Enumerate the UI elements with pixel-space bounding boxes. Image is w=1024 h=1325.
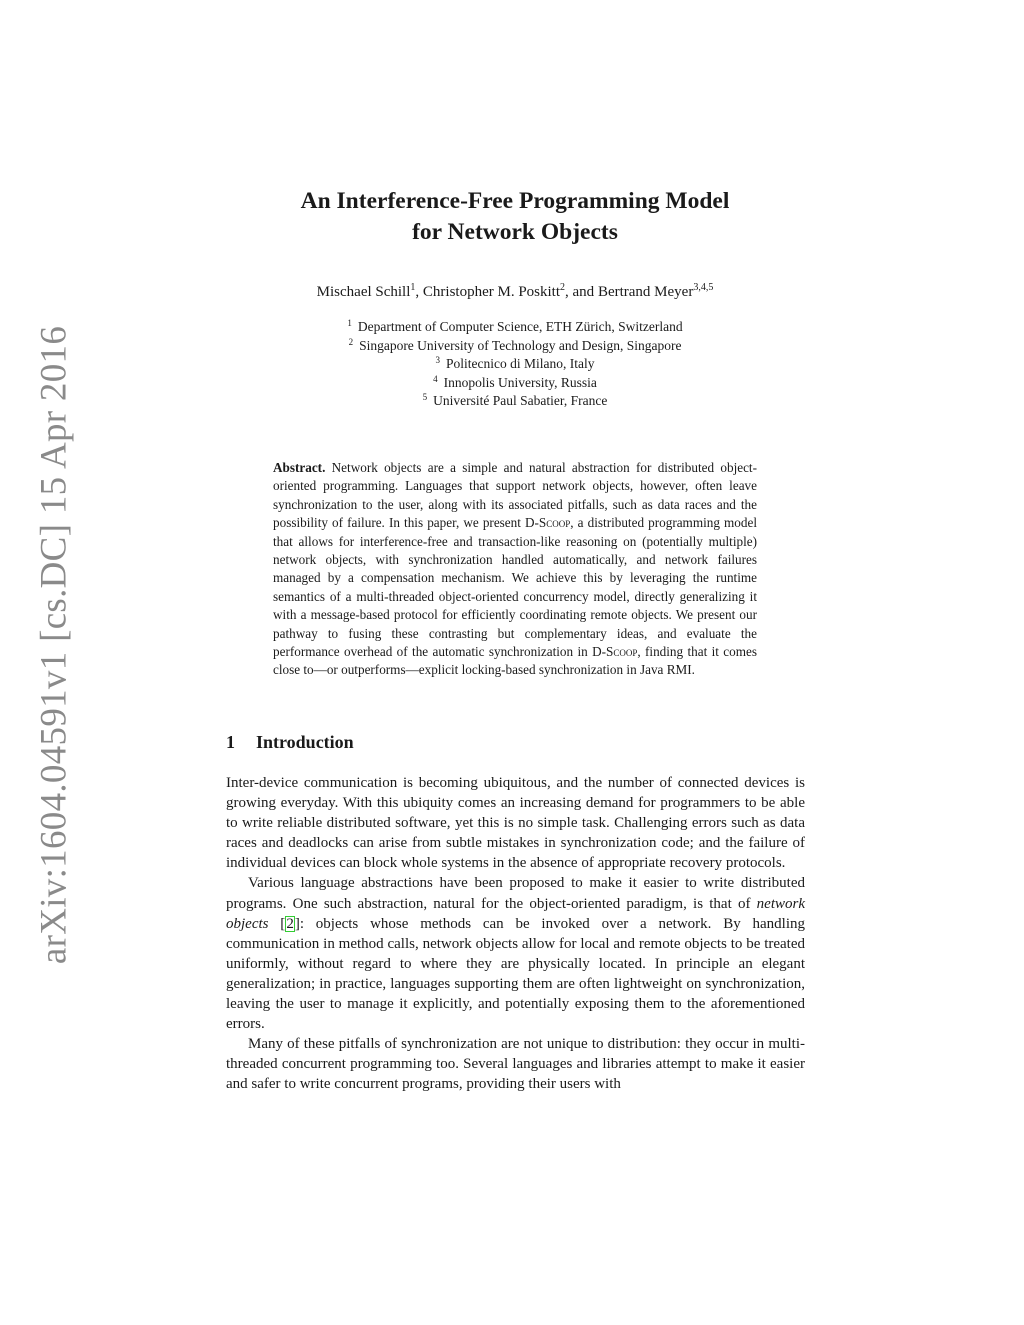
affiliation-number: 2 — [348, 336, 354, 347]
affiliation-list — [230, 318, 800, 411]
system-name: D-Scoop — [592, 644, 638, 660]
abstract-text-part2: , a distributed programming model that allows for interference-free and transaction-like reasoning on (potentially multiple) network objects, with synchronization handled automatically, and network failures managed by a compensation mechanism. We achieve this by leveraging the runtime semantics of a multi-threaded object-oriented concurrency model, directly generalizing it with a message-based protocol for efficiently coordinating remote objects. We present our pathway to fusing these contrasting but complementary ideas, and evaluate the performance overhead of the automatic synchronization in — [273, 515, 757, 660]
paragraph: Inter-device communication is becoming ubiquitous, and the number of connected devices is growing everyday. With this ubiquity comes an increasing demand for programmers to be able to write reliable distributed software, yet this is no simple task. Challenging errors such as data races and deadlocks can arise from subtle mistakes in synchronization code; and the failure of individual devices can block whole systems in the absence of appropriate recovery protocols. — [226, 775, 805, 872]
author-affiliation-mark: 1 — [410, 282, 416, 293]
introduction-body — [226, 773, 805, 1095]
affiliation-number: 4 — [433, 373, 438, 384]
author-separator: , and — [565, 284, 598, 300]
affiliation-text: Singapore University of Technology and Design, Singapore — [359, 337, 682, 353]
affiliation-line — [230, 355, 800, 374]
author-list — [230, 284, 800, 301]
affiliation-text: Innopolis University, Russia — [443, 374, 597, 390]
affiliation-number: 5 — [422, 392, 428, 403]
author-name: Christopher M. Poskitt — [422, 284, 561, 300]
affiliation-number: 3 — [435, 355, 440, 366]
paragraph: Many of these pitfalls of synchronization are not unique to distribution: they occur in multi-threaded concurrent programming too. Several languages and libraries attempt to make it easier and safer to write concurrent programs, providing their users with — [226, 1036, 805, 1093]
affiliation-text: Department of Computer Science, ETH Zürich, Switzerland — [357, 319, 683, 334]
affiliation-line — [230, 374, 800, 393]
affiliation-line — [230, 318, 800, 337]
author-separator: , — [415, 284, 423, 300]
abstract-block — [273, 459, 757, 680]
citation-link[interactable]: 2 — [286, 915, 294, 932]
section-heading-introduction — [226, 732, 354, 753]
system-name: D-Scoop — [525, 515, 571, 531]
abstract-text-part1: Network objects are a simple and natural abstraction for distributed object-oriented programming. Languages that support network objects, however, often leave synchronization to the user, along with its associated pitfalls, such as data races and the possibility of failure. In this paper, we present — [273, 460, 757, 531]
affiliation-text: Politecnico di Milano, Italy — [446, 356, 595, 372]
emphasized-term: network objects — [226, 895, 805, 932]
author-name: Bertrand Meyer — [597, 284, 694, 300]
abstract-label: Abstract. — [273, 460, 326, 475]
author-affiliation-mark: 3,4,5 — [693, 282, 714, 293]
title-line-2: for Network Objects — [412, 219, 618, 245]
affiliation-line — [230, 392, 800, 411]
affiliation-number: 1 — [347, 318, 352, 328]
abstract-text-part3: , finding that it comes close to—or outperforms—explicit locking-based synchronization in Java RMI. — [273, 644, 757, 678]
paragraph: Various language abstractions have been proposed to make it easier to write distributed programs. One such abstraction, natural for the object-oriented paradigm, is that of network objects [2]: objects whose methods can be invoked over a network. By handling communication in method calls, network objects allow for local and remote objects to be treated uniformly, without regard to where they are physically located. In principle an elegant generalization; in practice, languages supporting them are often lightweight on synchronization, leaving the user to manage it explicitly, and potentially exposing them to the aforementioned errors. — [226, 875, 806, 1033]
paper-title — [230, 186, 800, 248]
author-affiliation-mark: 2 — [560, 282, 566, 293]
title-line-1: An Interference-Free Programming Model — [300, 188, 730, 214]
section-title: Introduction — [256, 732, 354, 752]
arxiv-identifier-stamp: arXiv:1604.04591v1 [cs.DC] 15 Apr 2016 — [33, 325, 75, 965]
paragraph-text: Various language abstractions have been proposed to make it easier to write distributed programs. One such abstraction, natural for the object-oriented paradigm, is that of — [226, 875, 805, 912]
section-number: 1 — [226, 732, 235, 752]
affiliation-line — [230, 337, 800, 356]
affiliation-text: Université Paul Sabatier, France — [433, 393, 608, 409]
paragraph-text: : objects whose methods can be invoked over a network. By handling communication in method calls, network objects allow for local and remote objects to be treated uniformly, without regard to where they are physically located. In principle an elegant generalization; in practice, languages supporting them are often lightweight on synchronization, leaving the user to manage it explicitly, and potentially exposing them to the aforementioned errors. — [226, 915, 806, 1033]
author-name: Mischael Schill — [316, 284, 411, 300]
